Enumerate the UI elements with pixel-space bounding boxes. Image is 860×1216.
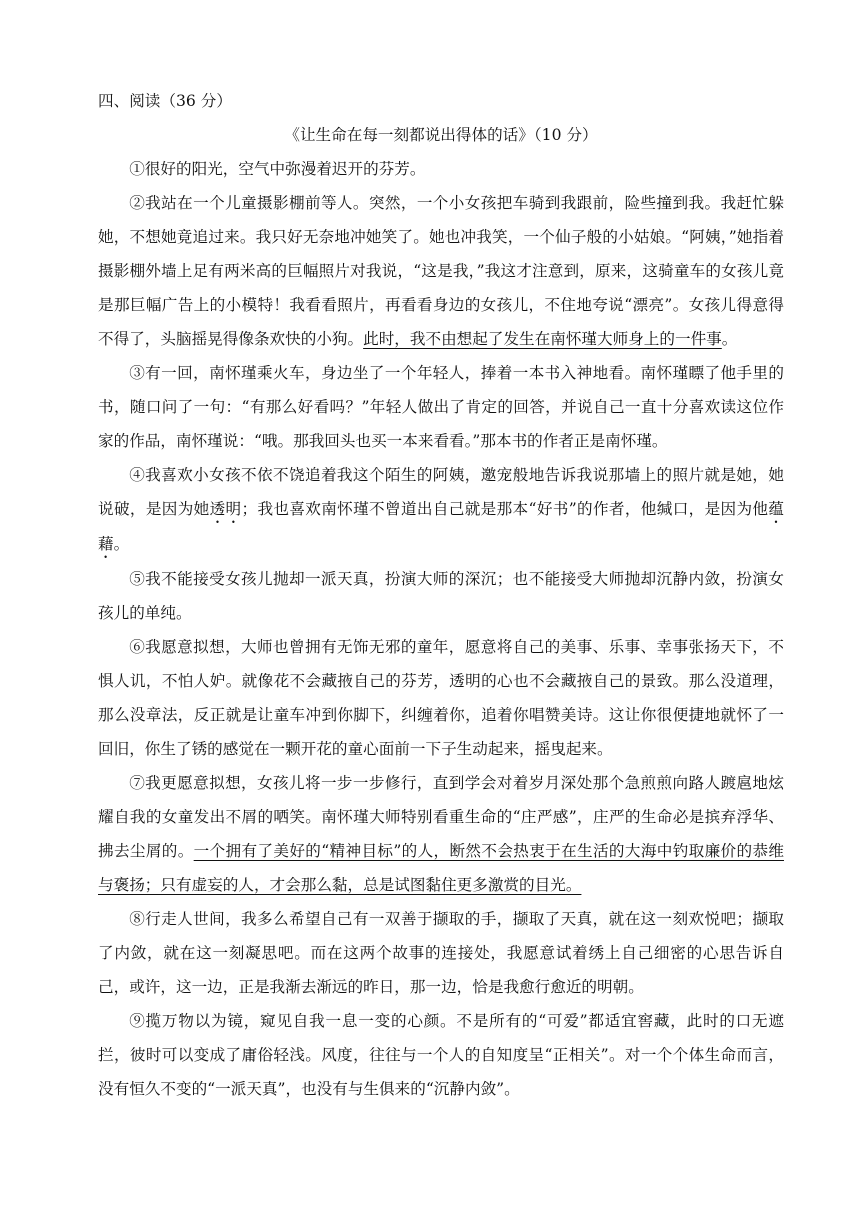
paragraph-6: ⑥我愿意拟想，大师也曾拥有无饰无邪的童年，愿意将自己的美事、乐事、幸事张扬天下，不惧人讥，不怕人妒。就像花不会藏掖自己的芬芳，透明的心也不会藏掖自己的景致。那么没道理，那么没章法，反正就是让童车冲到你脚下，纠缠着你，追着你唱赞美诗。这让你很便捷地就怀了一回旧，你生了锈的感觉在一颗开花的童心面前一下子生动起来，摇曳起来。 [98, 638, 784, 758]
paragraph-2-end: 。 [721, 330, 738, 348]
paragraph-4 [98, 458, 784, 562]
paragraph-1: ①很好的阳光，空气中弥漫着迟开的芬芳。 [129, 160, 426, 178]
paragraph-7-text: ⑦我更愿意拟想，女孩儿将一步一步修行，直到学会对着岁月深处那个急煎煎向路人踱扈地炫耀自我的女童发出不屑的哂笑。南怀瑾大师特别看重生命的“庄严感”，庄严的生命必是摈弃浮华、拂去尘屑的。 [98, 774, 784, 860]
paragraph-2-underlined-sentence: 此时，我不由想起了发生在南怀瑾大师身上的一件事 [363, 330, 722, 348]
paragraph-2-text: ②我站在一个儿童摄影棚前等人。突然，一个小女孩把车骑到我跟前，险些撞到我。我赶忙躲她，不想她竟追过来。我只好无奈地冲她笑了。她也冲我笑，一个仙子般的小姑娘。“阿姨，”她指着摄影棚外墙上足有两米高的巨幅照片对我说，“这是我，”我这才注意到，原来，这骑童车的女孩儿竟是那巨幅广告上的小模特！我看看照片，再看看身边的女孩儿，不住地夸说“漂亮”。女孩儿得意得不得了，头脑摇晃得像条欢快的小狗。 [98, 194, 784, 348]
paragraph-9: ⑨揽万物以为镜，窥见自我一息一变的心颜。不是所有的“可爱”都适宜窖藏，此时的口无遮拦，彼时可以变成了庸俗轻浅。风度，往往与一个人的自知度呈“正相关”。对一个个体生命而言，没有恒久不变的“一派天真”，也没有与生俱来的“沉静内敛”。 [98, 1012, 784, 1098]
paragraph-5: ⑤我不能接受女孩儿抛却一派天真，扮演大师的深沉；也不能接受大师抛却沉静内敛，扮演女孩儿的单纯。 [98, 570, 784, 622]
paragraph-4-text-b: ；我也喜欢南怀瑾不曾道出自己就是那本“好书”的作者，他缄口，是因为他 [241, 500, 769, 518]
section-heading: 四、阅读（36 分） [98, 92, 232, 110]
paragraph-8: ⑧行走人世间，我多么希望自己有一双善于撷取的手，撷取了天真，就在这一刻欢悦吧；撷取了内敛，就在这一刻凝思吧。而在这两个故事的连接处，我愿意试着绣上自己细密的心思告诉自己，或许，这一边，正是我渐去渐远的昨日，那一边，恰是我愈行愈近的明朝。 [98, 910, 784, 996]
paragraph-4-end: 。 [113, 535, 130, 553]
paragraph-7 [98, 766, 784, 902]
paragraph-3: ③有一回，南怀瑾乘火车，身边坐了一个年轻人，捧着一本书入神地看。南怀瑾瞟了他手里的书，随口问了一句：“有那么好看吗？”年轻人做出了肯定的回答，并说自己一直十分喜欢读这位作家的作品，南怀瑾说：“哦。那我回头也买一本来看看。”那本书的作者正是南怀瑾。 [98, 364, 784, 450]
emphasized-word-transparent: 透明 [209, 500, 242, 518]
article-title: 《让生命在每一刻都说出得体的话》（10 分） [284, 126, 598, 144]
paragraph-4-text-a: ④我喜欢小女孩不依不饶追着我这个陌生的阿姨，邀宠般地告诉我说那墙上的照片就是她，她说破，是因为她 [98, 466, 784, 518]
reading-section [98, 84, 784, 1106]
paragraph-7-underlined-sentence: 一个拥有了美好的“精神目标”的人，断然不会热衷于在生活的大海中钓取廉价的恭维与褒扬；只有虚妄的人，才会那么黏，总是试图黏住更多激赏的目光。 [98, 842, 784, 894]
paragraph-2 [98, 186, 784, 356]
emphasized-word-reserved: 蕴藉 [98, 500, 784, 553]
